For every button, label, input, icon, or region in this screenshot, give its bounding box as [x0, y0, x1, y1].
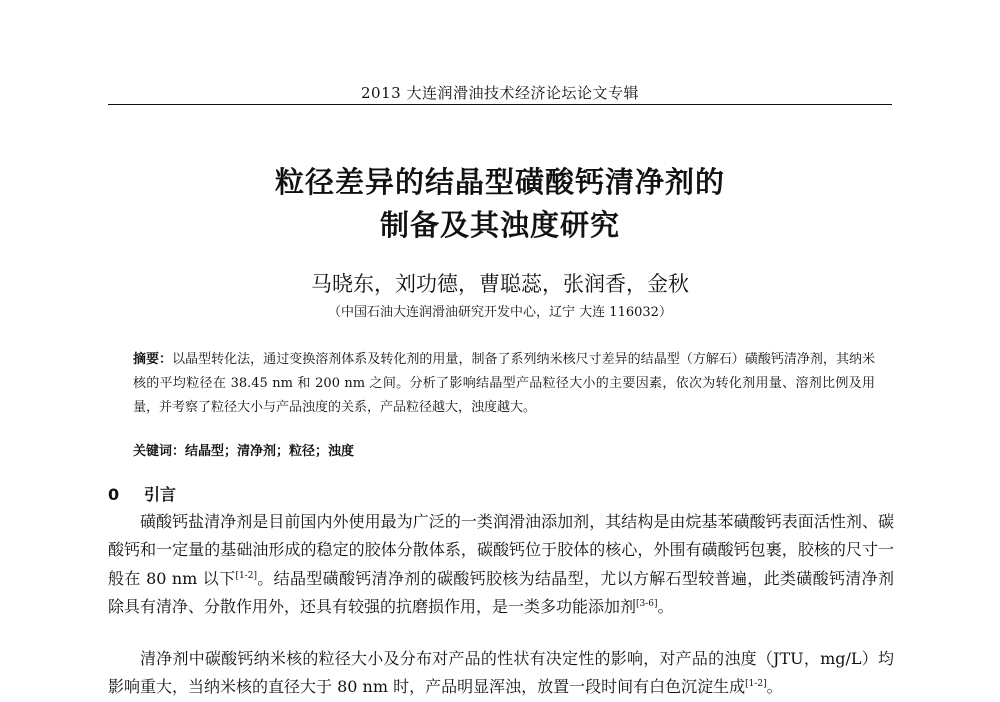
abstract-text: 以晶型转化法，通过变换溶剂体系及转化剂的用量，制备了系列纳米核尺寸差异的结晶型（方解石）磺酸钙清净剂，其纳米核的平均粒径在 38.45 nm 和 200 nm 之间。分析了影响结晶型产品粒径大小的主要因素，依次为转化剂用量、溶剂比例及用量，并考察了粒径大小与产品浊度的关系，产品粒径越大，浊度越大。 [133, 352, 875, 415]
paragraph-text: 清净剂中碳酸钙纳米核的粒径大小及分布对产品的性状有决定性的影响，对产品的浊度（JTU，mg/L）均影响重大，当纳米核的直径大于 80 nm 时，产品明显浑浊，放置一段时间有白色沉淀生成 [108, 649, 894, 697]
section-heading [108, 482, 176, 505]
paragraph-text: 。 [657, 597, 674, 617]
paper-title-line-2: 制备及其浊度研究 [379, 208, 620, 242]
abstract [133, 348, 875, 420]
citation-ref[interactable]: [3-6] [636, 599, 658, 610]
running-header: 2013 大连润滑油技术经济论坛论文专辑 [361, 84, 639, 102]
affiliation: （中国石油大连润滑油研究开发中心，辽宁 大连 116032） [328, 305, 672, 320]
header-rule [108, 104, 892, 105]
section-number: 0 [108, 485, 120, 504]
paragraph-text: 磺酸钙盐清净剂是目前国内外使用最为广泛的一类润滑油添加剂，其结构是由烷基苯磺酸钙表面活性剂、碳酸钙和一定量的基础油形成的稳定的胶体分散体系，碳酸钙位于胶体的核心，外围有磺酸钙包裹，胶核的尺寸一般在 80 nm 以下 [108, 512, 894, 588]
paragraph-text: 。 [766, 677, 783, 697]
paragraph-text: 。结晶型磺酸钙清净剂的碳酸钙胶核为结晶型，尤以方解石型较普遍，此类磺酸钙清净剂除具有清净、分散作用外，还具有较强的抗磨损作用，是一类多功能添加剂 [108, 568, 894, 617]
section-title: 引言 [144, 485, 177, 504]
keywords-text: 结晶型；清净剂；粒径；浊度 [185, 444, 355, 459]
abstract-label: 摘要： [133, 352, 173, 367]
body-paragraph-2 [108, 645, 894, 702]
paper-title-line-1: 粒径差异的结晶型磺酸钙清净剂的 [274, 165, 725, 199]
keywords-label: 关键词： [133, 444, 186, 459]
keywords [133, 440, 875, 459]
authors: 马晓东，刘功德，曹聪蕊，张润香，金秋 [311, 272, 689, 296]
body-paragraph-1 [108, 508, 894, 622]
citation-ref[interactable]: [1-2] [235, 570, 257, 581]
citation-ref[interactable]: [1-2] [745, 679, 767, 690]
